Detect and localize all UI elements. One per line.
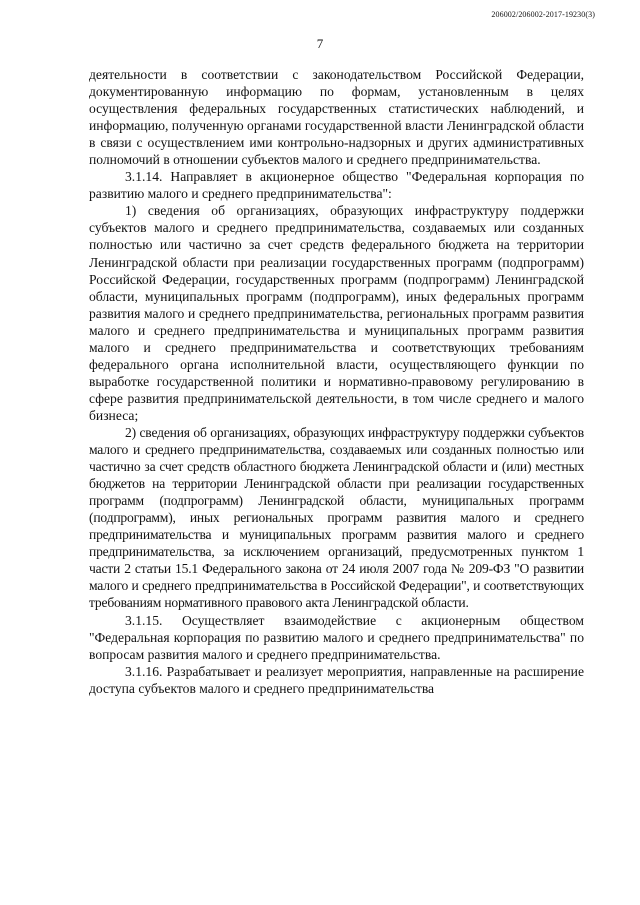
document-id: 206002/206002-2017-19230(3) xyxy=(491,10,595,19)
document-body xyxy=(89,66,584,697)
paragraph-3-1-15: 3.1.15. Осуществляет взаимодействие с акционерным обществом "Федеральная корпорация по развитию малого и среднего предпринимательства" по вопросам развития малого и среднего предпринимательства. xyxy=(89,612,584,662)
paragraph-3-1-14: 3.1.14. Направляет в акционерное общество "Федеральная корпорация по развитию малого и среднего предпринимательства": xyxy=(89,169,584,202)
paragraph-item-1: 1) сведения об организациях, образующих инфраструктуру поддержки субъектов малого и среднего предпринимательства, создаваемых или созданных полностью или частично за счет средств федерального бюджета на территории Ленинградской области при реализации государственных программ (подпрограмм) Российской Федерации, государственных программ (подпрограмм) Ленинградской области, муниципальных программ (подпрограмм), иных федеральных программ развития малого и среднего предпринимательства, региональных программ развития малого и среднего предпринимательства и муниципальных программ развития малого и среднего предпринимательства и соответствующих требованиям федерального органа исполнительной власти, осуществляющего функции по выработке государственной политики и нормативно-правовому регулированию в сфере развития предпринимательской деятельности, в том числе среднего и малого бизнеса; xyxy=(89,203,584,423)
paragraph-item-2: 2) сведения об организациях, образующих инфраструктуру поддержки субъектов малого и среднего предпринимательства, создаваемых или созданных полностью или частично за счет средств областного бюджета Ленинградской области и (или) местных бюджетов на территории Ленинградской области при реализации государственных программ (подпрограмм) Ленинградской области, муниципальных программ (подпрограмм), иных региональных программ развития малого и среднего предпринимательства и муниципальных программ развития малого и среднего предпринимательства, за исключением организаций, предусмотренных пунктом 1 части 2 статьи 15.1 Федерального закона от 24 июля 2007 года № 209-ФЗ "О развитии малого и среднего предпринимательства в Российской Федерации", и соответствующих требованиям нормативного правового акта Ленинградской области. xyxy=(89,424,584,611)
paragraph-3-1-16: 3.1.16. Разрабатывает и реализует мероприятия, направленные на расширение доступа субъектов малого и среднего предпринимательства xyxy=(89,663,584,696)
page-number: 7 xyxy=(316,36,324,51)
paragraph-continuation: деятельности в соответствии с законодательством Российской Федерации, документированную информацию по формам, установленным в целях осуществления федеральных государственных статистических наблюдений, и информацию, полученную органами государственной власти Ленинградской области в связи с осуществлением ими контрольно-надзорных и других административных полномочий в отношении субъектов малого и среднего предпринимательства. xyxy=(89,67,584,168)
